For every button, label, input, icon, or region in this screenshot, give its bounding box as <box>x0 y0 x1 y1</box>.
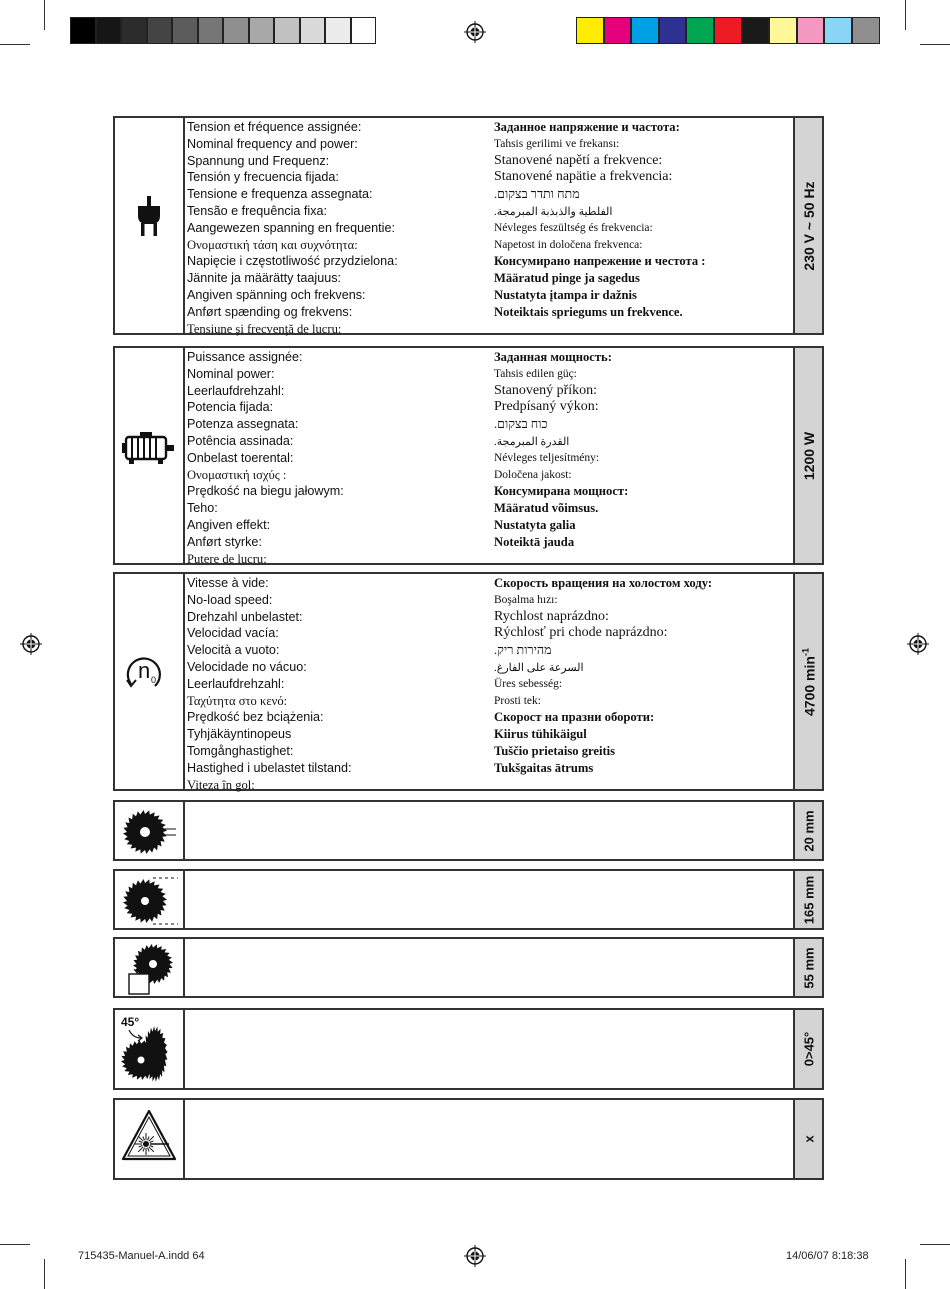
spec-label: Velocidad vacía: <box>187 626 279 641</box>
spec-label: Tension et fréquence assignée: <box>187 120 362 134</box>
calibration-swatch <box>70 17 96 44</box>
calibration-swatch <box>300 17 326 44</box>
spec-label: מתח ותדר בצקום. <box>494 187 580 202</box>
spec-label: Določena jakost: <box>494 468 572 481</box>
crop-mark <box>905 1259 906 1289</box>
spec-label: Üres sebesség: <box>494 677 563 690</box>
no-load-speed-icon <box>125 652 173 692</box>
label-column-right <box>494 119 705 321</box>
spec-label: الفلطية والذبذبة المبرمجة. <box>494 205 613 218</box>
spec-label: מהירות ריק. <box>494 643 552 658</box>
spec-label: כוח בצקום. <box>494 417 548 432</box>
label-column-left <box>187 349 344 567</box>
power-plug-icon <box>135 196 163 236</box>
spec-row-blade-bore <box>113 800 824 861</box>
spec-value-bevel-angle: 0>45° <box>801 1031 816 1067</box>
spec-label: Predpísaný výkon: <box>494 399 599 415</box>
spec-value-cutting-depth: 55 mm <box>801 946 816 989</box>
no-load-speed-subscript: 0 <box>151 675 157 685</box>
spec-value-power: 1200 W <box>800 431 817 480</box>
calibration-swatch <box>769 17 797 44</box>
spec-label: Stanovený příkon: <box>494 382 598 398</box>
spec-label: Tukšgaitas ātrums <box>494 760 594 775</box>
spec-label: Angiven spänning och frekvens: <box>187 287 366 302</box>
spec-label: Nustatyta įtampa ir dažnis <box>494 287 637 302</box>
spec-label: Napetost in določena frekvenca: <box>494 238 643 251</box>
spec-row-speed <box>113 572 824 791</box>
spec-label: Заданная мощность: <box>494 350 612 364</box>
crop-mark <box>0 44 30 45</box>
spec-label: Potenza assegnata: <box>187 417 299 432</box>
spec-label: Консумирано напрежение и честота : <box>494 254 706 269</box>
label-column-right <box>494 575 712 777</box>
spec-row-bevel-angle <box>113 1008 824 1090</box>
spec-label: Tensión y frecuencia fijada: <box>187 170 339 185</box>
spec-label: Prędkość bez bciążenia: <box>187 710 324 725</box>
spec-value-blade-bore: 20 mm <box>801 809 816 852</box>
registration-mark-icon <box>20 633 42 655</box>
spec-label: Putere de lucru: <box>187 551 267 566</box>
label-column-left <box>187 575 352 793</box>
spec-label: Tensão e frequência fixa: <box>187 203 328 218</box>
spec-label: Ταχύτητα στο κενό: <box>187 693 288 708</box>
spec-label: Spannung und Frequenz: <box>187 153 330 168</box>
spec-value-speed: 4700 $\min^{-1}$ <box>800 647 817 716</box>
calibration-swatch <box>121 17 147 44</box>
spec-label: Tahsis edilen güç: <box>494 367 577 380</box>
calibration-swatch <box>852 17 880 44</box>
spec-label: Tuščio prietaiso greitis <box>494 743 616 758</box>
calibration-swatch <box>824 17 852 44</box>
spec-label: Leerlaufdrehzahl: <box>187 383 285 398</box>
crop-mark <box>44 1259 45 1289</box>
spec-label: Ονομαστική τάση και συχνότητα: <box>187 237 358 252</box>
spec-label: Jännite ja määrätty taajuus: <box>187 271 342 286</box>
calibration-swatch <box>274 17 300 44</box>
spec-label: Tomgånghastighet: <box>187 743 294 758</box>
spec-label: Prędkość na biegu jałowym: <box>187 484 344 499</box>
spec-label: Drehzahl unbelastet: <box>187 609 303 624</box>
bevel-angle-label: 45° <box>121 1015 140 1029</box>
spec-label: Napięcie i częstotliwość przydzielona: <box>187 254 398 269</box>
calibration-swatch <box>147 17 173 44</box>
spec-label: Консумирана мощност: <box>494 484 629 499</box>
spec-label: Скорость вращения на холостом ходу: <box>494 576 713 590</box>
spec-label: Noteiktā jauda <box>494 534 575 549</box>
calibration-swatch <box>742 17 770 44</box>
footer-date: 14/06/07 8:18:38 <box>786 1250 869 1262</box>
blade-diameter-icon <box>119 875 179 927</box>
calibration-swatch <box>351 17 377 44</box>
spec-label: Onbelast toerental: <box>187 450 294 465</box>
registration-mark-icon <box>464 1245 486 1267</box>
spec-label: Vitesse à vide: <box>187 576 269 590</box>
spec-label: Leerlaufdrehzahl: <box>187 676 285 691</box>
spec-label: Teho: <box>187 501 218 516</box>
spec-label: Ονομαστική ισχύς : <box>187 467 287 482</box>
spec-label: Noteiktais spriegums un frekvence. <box>494 304 683 319</box>
calibration-swatch <box>797 17 825 44</box>
bevel-angle-icon <box>119 1012 181 1088</box>
spec-row-blade-diameter <box>113 869 824 930</box>
spec-label: Velocidade no vácuo: <box>187 659 307 674</box>
spec-label: Anført spænding og frekvens: <box>187 304 353 319</box>
spec-label: Tensione e frequenza assegnata: <box>187 187 373 202</box>
spec-label: No-load speed: <box>187 592 273 607</box>
spec-label: Aangewezen spanning en frequentie: <box>187 220 395 235</box>
spec-row-cutting-depth <box>113 937 824 998</box>
crop-mark <box>920 1244 950 1245</box>
calibration-swatch <box>198 17 224 44</box>
spec-label: Prosti tek: <box>494 694 541 707</box>
spec-label: Tyhjäkäyntinopeus <box>187 727 292 742</box>
registration-mark-icon <box>464 21 486 43</box>
spec-label: Nustatyta galia <box>494 517 576 532</box>
spec-value-voltage: 230 V ~ 50 Hz <box>800 180 817 271</box>
calibration-swatch <box>96 17 122 44</box>
spec-label: Viteza în gol: <box>187 777 255 792</box>
spec-label: Angiven effekt: <box>187 517 271 532</box>
crop-mark <box>920 44 950 45</box>
calibration-swatch <box>686 17 714 44</box>
spec-label: Stanovené napätie a frekvencia: <box>494 169 673 185</box>
calibration-swatch <box>223 17 249 44</box>
calibration-swatch <box>659 17 687 44</box>
calibration-swatch <box>631 17 659 44</box>
crop-mark <box>0 1244 30 1245</box>
label-column-left <box>187 119 398 337</box>
spec-label: Määratud võimsus. <box>494 501 599 516</box>
spec-row-power <box>113 346 824 565</box>
blade-bore-icon <box>121 806 177 858</box>
spec-row-laser <box>113 1098 824 1180</box>
spec-label: القدرة المبرمجة. <box>494 435 570 448</box>
spec-label: Velocità a vuoto: <box>187 643 280 658</box>
spec-label: Puissance assignée: <box>187 350 303 364</box>
spec-label: Nominal power: <box>187 366 275 381</box>
calibration-swatch <box>249 17 275 44</box>
spec-label: Скорост на празни обороти: <box>494 710 655 725</box>
footer-file-name: 715435-Manuel-A.indd 64 <box>78 1250 205 1262</box>
spec-row-voltage <box>113 116 824 335</box>
cutting-depth-icon <box>123 942 177 996</box>
spec-label: Tensiune şi frecvenţă de lucru: <box>187 321 342 336</box>
calibration-swatch <box>576 17 604 44</box>
spec-value-blade-diameter: 165 mm <box>801 875 816 924</box>
spec-label: Névleges feszültség és frekvencia: <box>494 221 653 234</box>
spec-label: السرعة على الفارغ. <box>494 661 584 674</box>
spec-label: Tahsis gerilimi ve frekansı: <box>494 137 620 150</box>
spec-label: Kiirus tühikäigul <box>494 727 587 742</box>
spec-label: Hastighed i ubelastet tilstand: <box>187 760 352 775</box>
spec-label: Заданное напряжение и частота: <box>494 120 680 134</box>
calibration-swatch <box>714 17 742 44</box>
crop-mark <box>44 0 45 30</box>
spec-label: Rychlost naprázdno: <box>494 608 609 624</box>
spec-label: Potência assinada: <box>187 433 294 448</box>
spec-label: Nominal frequency and power: <box>187 136 358 151</box>
spec-value-laser: x <box>801 1135 816 1143</box>
no-load-speed-symbol: n <box>138 658 151 683</box>
calibration-swatch <box>604 17 632 44</box>
spec-label: Anført styrke: <box>187 534 262 549</box>
calibration-swatch <box>325 17 351 44</box>
spec-label: Boşalma hızı: <box>494 593 558 606</box>
spec-label: Névleges teljesítmény: <box>494 451 600 464</box>
motor-icon <box>122 432 174 464</box>
crop-mark <box>905 0 906 30</box>
spec-label: Potencia fijada: <box>187 400 274 415</box>
spec-label: Stanovené napětí a frekvence: <box>494 152 663 168</box>
registration-mark-icon <box>907 633 929 655</box>
laser-warning-icon <box>120 1108 178 1162</box>
label-column-right <box>494 349 628 551</box>
calibration-swatch <box>172 17 198 44</box>
spec-label: Määratud pinge ja sagedus <box>494 271 640 286</box>
spec-label: Rýchlosť pri chode naprázdno: <box>494 625 668 641</box>
